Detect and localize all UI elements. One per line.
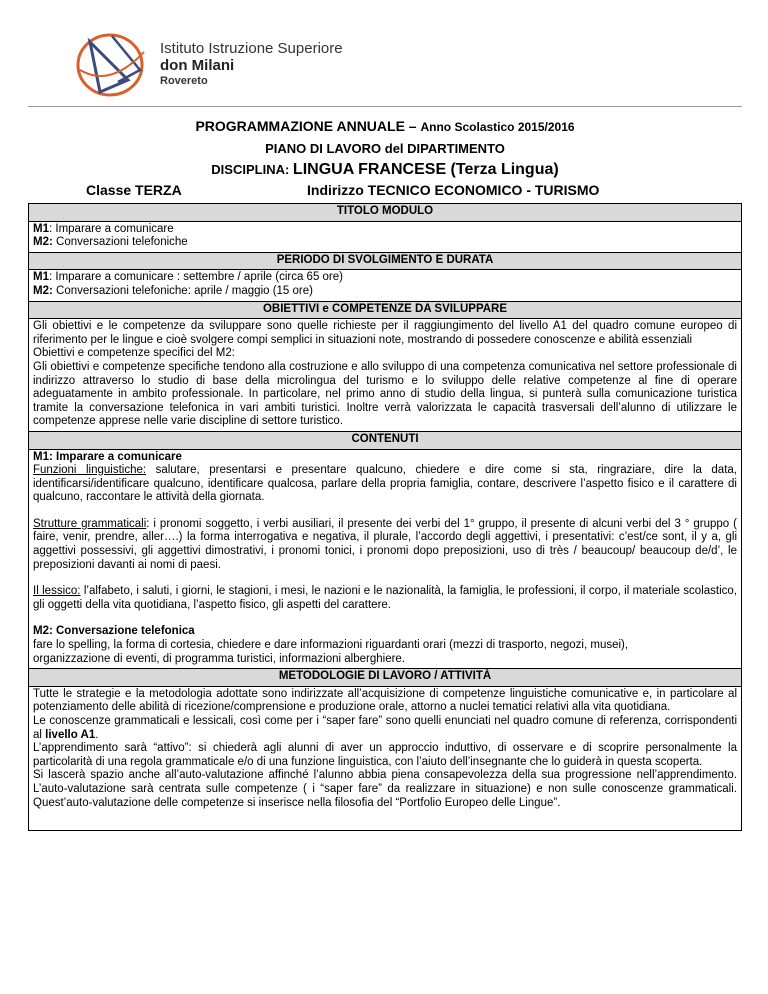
disciplina-line	[28, 161, 742, 179]
section-body-contenuti	[29, 449, 742, 669]
lessico-text: l’alfabeto, i saluti, i giorni, le stagioni, i mesi, le nazioni e le nazionalità, la famiglia, le professioni, il corpo, il materiale scolastico, gli oggetti della vita quotidiana, l’aspetto fisico, gli aspetti del carattere.	[33, 585, 737, 611]
section-header-obiettivi: OBIETTIVI e COMPETENZE DA SVILUPPARE	[29, 301, 742, 319]
m2-label: M2:	[33, 236, 53, 249]
strutture-paragraph	[33, 518, 737, 572]
metodologie-p2-end: .	[95, 728, 99, 741]
m1-title-text: : Imparare a comunicare	[48, 222, 174, 235]
metodologie-paragraph-4: Si lascerà spazio anche all’auto-valutazione affinché l’alunno abbia piena consapevolezza della sua progressione nell’apprendimento. L’auto-valutazione sarà centrata sulle competenze ( i “saper fare” da realizzare in situazione) e non sulle conoscenze grammaticali. Quest’auto-valutazione delle competenze si inserisce nella filosofia del “Portfolio Europeo delle Lingue”.	[33, 769, 737, 809]
strutture-label: Strutture grammaticali	[33, 517, 147, 530]
metodologie-paragraph-3: L’apprendimento sarà “attivo”: si chiederà agli alunni di aver un approccio induttivo, di osservare e di scoprire personalmente la particolarità di una regola grammaticale e/o di una funzione linguistica, con l’aiuto dell’insegnante che lo guiderà in questa scoperta.	[33, 742, 737, 768]
logo-line-3: Rovereto	[160, 74, 208, 87]
metodologie-paragraph-2	[33, 715, 737, 742]
metodologie-p2-text: Le conoscenze grammaticali e lessicali, così come per i “saper fare” sono quelli enunciati nel quadro comune di referenza, corrispondenti al	[33, 715, 737, 741]
contenuti-m2-line-1: fare lo spelling, la forma di cortesia, chiedere e dare informazioni riguardanti orari (mezzi di trasporto, negozi, musei),	[33, 639, 629, 652]
obiettivi-paragraph-2: Obiettivi e competenze specifici del M2:	[33, 347, 235, 360]
disciplina-label: DISCIPLINA:	[211, 162, 290, 177]
section-body-metodologie	[29, 686, 742, 830]
periodo-m2-label: M2:	[33, 284, 53, 297]
m1-label: M1	[33, 222, 49, 235]
school-year: Anno Scolastico 2015/2016	[420, 120, 575, 134]
periodo-m1-text: : Imparare a comunicare : settembre / aprile (circa 65 ore)	[48, 271, 343, 284]
funzioni-text: salutare, presentarsi e presentare qualcuno, chiedere e dire come si sta, ringraziare, dire la data, identificarsi/identificare qualcuno, identificare qualcosa, parlare della propria famiglia, contare, descrivere l’aspetto fisico e il carattere di qualcuno, raccontare le attività della giornata.	[33, 464, 737, 504]
section-header-metodologie: METODOLOGIE DI LAVORO / ATTIVITÀ	[29, 669, 742, 687]
periodo-m1-label: M1	[33, 271, 49, 284]
funzioni-paragraph	[33, 464, 737, 505]
logo-emblem-icon	[70, 22, 160, 108]
metodologie-paragraph-1: Tutte le strategie e la metodologia adottate sono indirizzate all’acquisizione di competenze linguistiche comunicative e, in particolare al potenziamento delle abilità di ricezione/comprensione e produzione orale, attorno a nuclei tematici relativi alla vita quotidiana.	[33, 687, 737, 714]
section-body-periodo	[29, 270, 742, 301]
strutture-text: : i pronomi soggetto, i verbi ausiliari, il presente dei verbi del 1° gruppo, il presente di alcuni verbi del 3 ° gruppo ( faire, venir, prendre, aller….) la forma interrogativa e negativa, il plurale, l’accordo degli aggettivi, i presentativi: c’est/ce sont, il y a, gli aggettivi possessivi, gli aggettivi dimostrativi, i pronomi tonici, i pronomi dopo preposizioni, uso di très / beaucoup/ beaucoup de/d’, le preposizioni davanti ai nomi di paesi.	[33, 517, 737, 571]
logo-text	[160, 40, 343, 87]
section-body-titolo	[29, 221, 742, 252]
section-header-contenuti: CONTENUTI	[29, 431, 742, 449]
obiettivi-paragraph-1: Gli obiettivi e le competenze da sviluppare sono quelle richieste per il raggiungimento del livello A1 del quadro comune europeo di riferimento per le lingue e cioè svolgere compi semplici in situazioni note, mostrando di possedere conoscenze e abilità essenziali	[33, 320, 737, 346]
lessico-label: Il lessico:	[33, 585, 81, 598]
contenuti-m2-title: M2: Conversazione telefonica	[33, 625, 195, 638]
title-main: PROGRAMMAZIONE ANNUALE –	[195, 118, 417, 134]
periodo-m2-text: Conversazioni telefoniche: aprile / maggio (15 ore)	[52, 284, 313, 297]
disciplina-value: LINGUA FRANCESE (Terza Lingua)	[292, 161, 559, 178]
indirizzo-label: Indirizzo TECNICO ECONOMICO - TURISMO	[307, 182, 600, 198]
programma-table	[28, 203, 742, 831]
classe-label: Classe TERZA	[86, 182, 182, 198]
lessico-paragraph	[33, 585, 737, 612]
obiettivi-paragraph-3: Gli obiettivi e competenze specifiche tendono alla costruzione e allo sviluppo di una competenza comunicativa nel settore professionale di indirizzo attraverso lo studio di base della microlingua del turismo e lo sviluppo delle relative competenze al fine di operare adeguatamente in ambito professionale. In particolare, nel primo anno di studio della lingua, si punterà sulla comunicazione turistica tramite la conversazione telefonica in vari ambiti turistici. Inoltre verrà valorizzata le capacità trasversali dell’alunno di utilizzare le competenze apprese nelle varie discipline di settore turistico.	[33, 360, 737, 428]
logo-line-1: Istituto Istruzione Superiore	[160, 40, 343, 57]
document-title	[28, 118, 742, 134]
logo-line-2: don Milani	[160, 57, 235, 75]
contenuti-m2-line-2: organizzazione di eventi, di programma turistici, informazioni alberghiere.	[33, 652, 406, 665]
school-logo	[70, 22, 390, 108]
piano-title: PIANO DI LAVORO del DIPARTIMENTO	[265, 141, 505, 156]
contenuti-m1-title: M1: Imparare a comunicare	[33, 450, 182, 463]
section-body-obiettivi	[29, 319, 742, 432]
livello-a1: livello A1	[45, 728, 96, 741]
section-header-periodo: PERIODO DI SVOLGIMENTO E DURATA	[29, 252, 742, 270]
header-divider	[28, 106, 742, 107]
section-header-titolo: TITOLO MODULO	[29, 204, 742, 222]
m2-title-text: Conversazioni telefoniche	[52, 236, 188, 249]
funzioni-label: Funzioni linguistiche:	[33, 464, 147, 477]
